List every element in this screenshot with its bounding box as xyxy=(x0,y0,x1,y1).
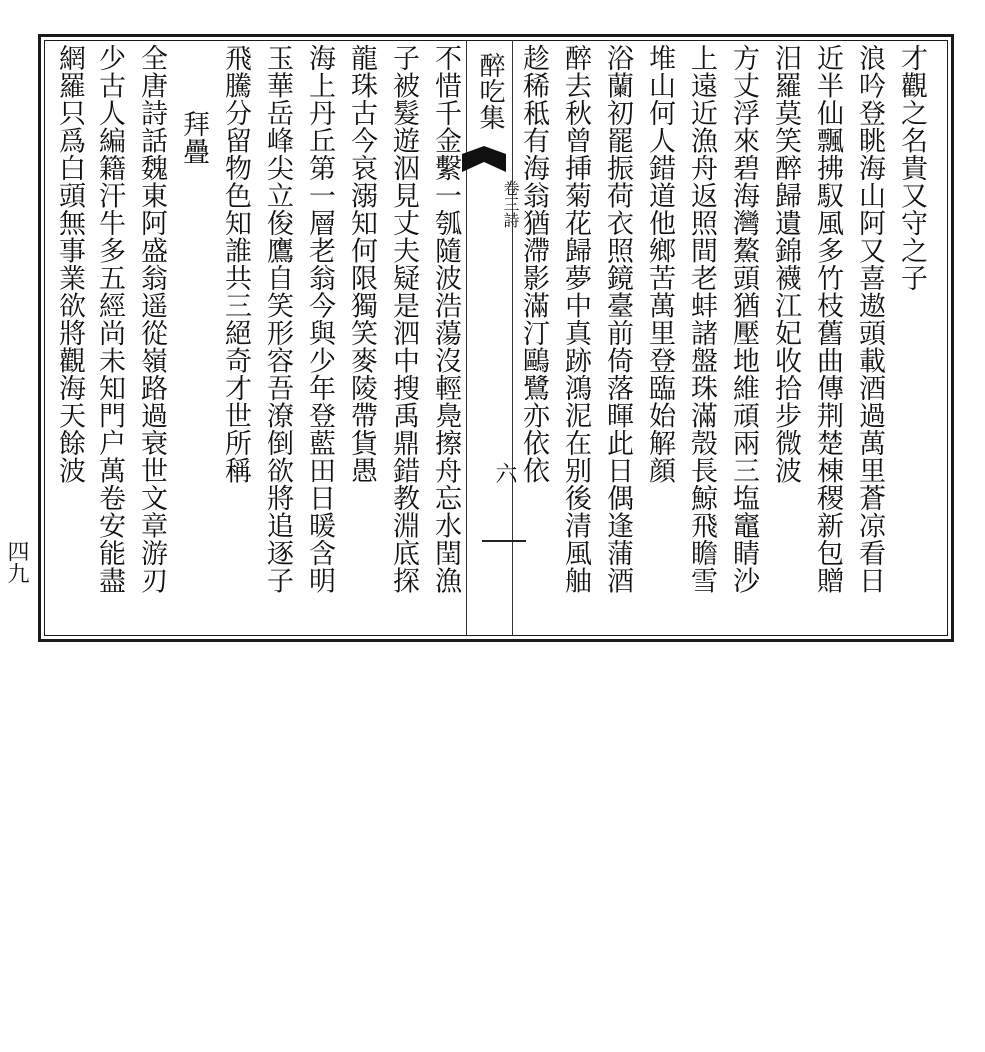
text-column-r4: 汨羅莫笑醉歸遺錦襪江妃收拾步微波 xyxy=(770,44,801,484)
text-column-r8: 浴蘭初罷振荷衣照鏡臺前倚落暉此日偶逢蒲酒 xyxy=(602,44,633,594)
text-column-r7: 堆山何人錯道他鄉苦萬里登臨始解顔 xyxy=(644,44,675,484)
text-column-l4: 海上丹丘第一層老翁今與少年登藍田日暖含明 xyxy=(304,44,335,594)
section-label: 卷三詩 xyxy=(501,180,520,228)
text-column-l8: 全唐詩話魏東阿盛翁遥從嶺路過衰世文章游刃 xyxy=(136,44,167,594)
leaf-number: 六 xyxy=(492,462,517,484)
text-column-l1: 不惜千金繫一瓠隨波浩蕩沒輕鳧擦舟忘水閏漁 xyxy=(430,44,461,594)
center-rule-left xyxy=(466,40,467,636)
text-column-l2: 子被髮遊泅見丈夫疑是泗中搜禹鼎錯教淵底探 xyxy=(388,44,419,594)
text-column-r1: 才觀之名貴又守之子 xyxy=(896,44,927,292)
text-column-r6: 上遠近漁舟返照間老蚌諸盤珠滿殼長鯨飛瞻雪 xyxy=(686,44,717,594)
text-column-l3: 龍珠古今哀溺知何限獨笑麥陵帶貨愚 xyxy=(346,44,377,484)
fish-tail-mark xyxy=(462,146,506,172)
text-column-r5: 方丈浮來碧海灣鰲頭猶壓地維頑兩三塩竈睛沙 xyxy=(728,44,759,594)
text-column-l6: 飛騰分留物色知誰共三絕奇才世所稱 xyxy=(220,44,251,484)
page-number: 四九 xyxy=(4,540,29,584)
text-column-l9: 少古人編籍汗牛多五經尚未知門户萬卷安能盡 xyxy=(94,44,125,594)
book-title: 醉吃集 xyxy=(475,52,505,130)
text-column-l5: 玉華岳峰尖立俊鷹自笑形容吾潦倒欲將追逐子 xyxy=(262,44,293,594)
text-column-r9: 醉去秋曾挿菊花歸夢中真跡鴻泥在别後清風舳 xyxy=(560,44,591,594)
text-column-r2: 浪吟登眺海山阿又喜遨頭載酒過萬里蒼凉看日 xyxy=(854,44,885,594)
text-column-l7: 拜疊 xyxy=(178,110,209,165)
text-column-l10: 網羅只爲白頭無事業欲將觀海天餘波 xyxy=(54,44,85,484)
center-bottom-rule xyxy=(482,540,526,542)
text-column-r3: 近半仙飄拂馭風多竹枝舊曲傳荆楚棟稷新包贈 xyxy=(812,44,843,594)
text-column-r10: 趁稀秪有海翁猶滯影滿汀鷗鷺亦依依 xyxy=(518,44,549,484)
